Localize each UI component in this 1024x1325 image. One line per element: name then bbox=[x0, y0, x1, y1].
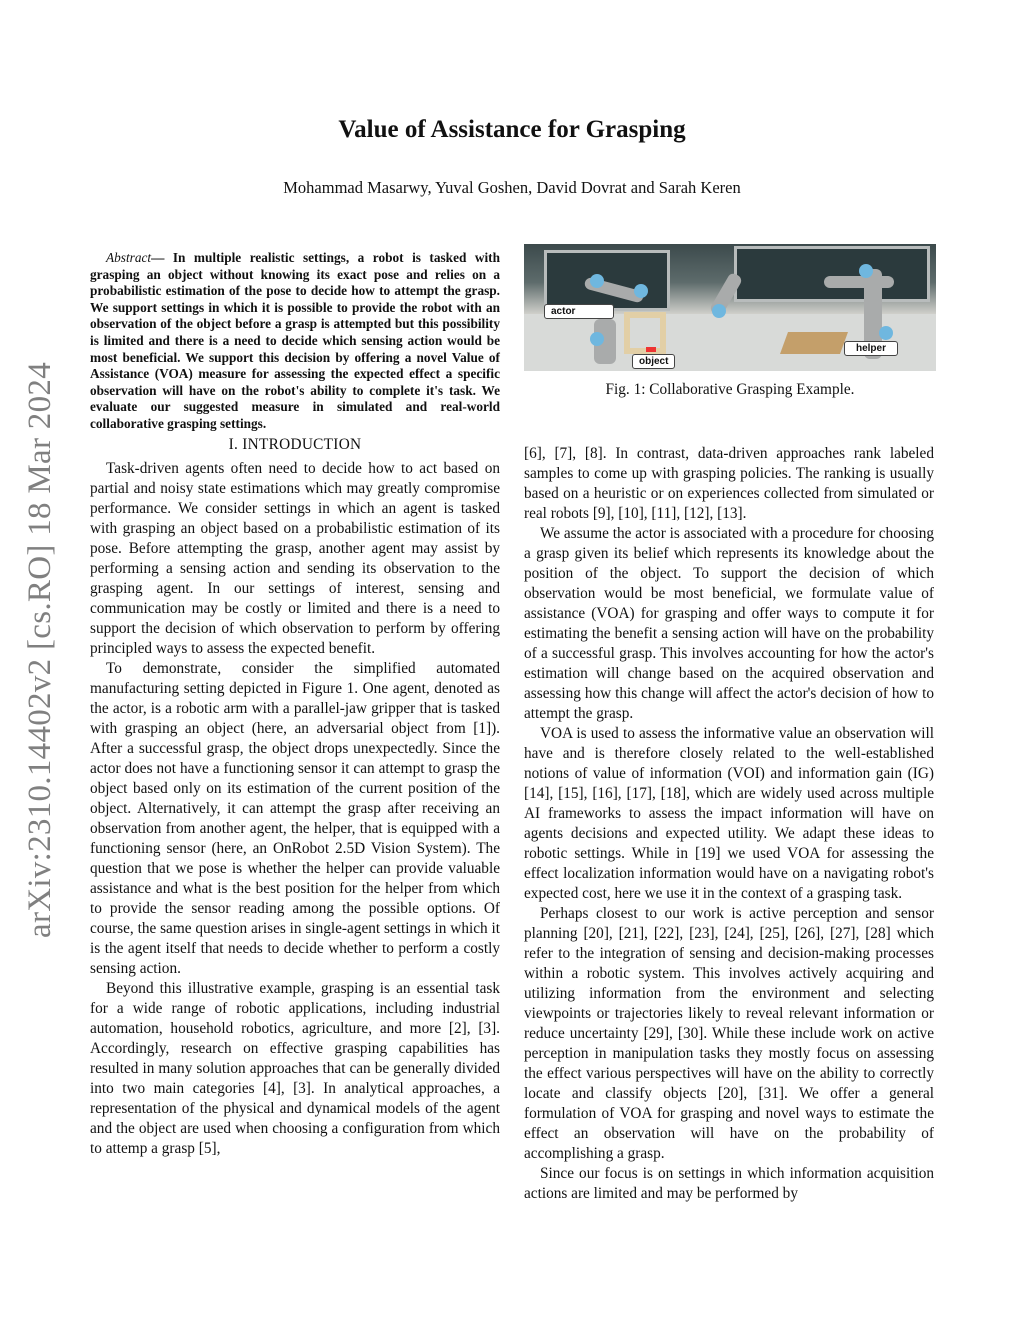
wooden-frame bbox=[624, 312, 666, 354]
joint bbox=[634, 284, 648, 298]
paragraph: [6], [7], [8]. In contrast, data-driven approaches rank labeled samples to come up with grasping policies. The ranking is usually based on a heuristic or on experiences collected from simulated or real robots [9], [10], [11], [12], [13]. bbox=[524, 445, 934, 522]
label-actor: actor bbox=[544, 304, 614, 319]
joint bbox=[590, 274, 604, 288]
paper-title: Value of Assistance for Grasping bbox=[338, 116, 686, 143]
paper-authors: Mohammad Masarwy, Yuval Goshen, David Dovrat and Sarah Keren bbox=[283, 178, 741, 197]
joint bbox=[712, 304, 726, 318]
section-heading-introduction: I. INTRODUCTION bbox=[228, 435, 362, 453]
cardboard-tray bbox=[780, 332, 848, 354]
abstract-text: — In multiple realistic settings, a robot is tasked with grasping an object without knowing its exact pose and relies on a probabilistic estimation of the pose to decide how to attempt the grasp. We support settings in which it is possible to provide the robot with an observation of the object before a grasp is attempted but this possibility is limited and there is a need to decide which sensing action would be most beneficial. We support this decision by offering a novel Value of Assistance (VOA) measure for assessing the expected effect a specific observation will have on the robot's ability to complete it's task. We evaluate our suggested measure in simulated and real-world collaborative grasping settings. bbox=[90, 250, 500, 431]
paragraph: Task-driven agents often need to decide how to act based on partial and noisy state estimations which may greatly compromise performance. We consider settings in which an agent is tasked with grasping an object based on a probabilistic estimation of its pose. Before attempting the grasp, another agent may assist by performing a sensing action and sending its observation to the grasping agent. In our settings of interest, sensing and communication may be costly or limited and there is a need to support the decision of which observation to perform by offering principled ways to assess the expected benefit. bbox=[90, 459, 500, 657]
arxiv-identifier: arXiv:2310.14402v2 [cs.RO] 18 Mar 2024 bbox=[22, 362, 58, 938]
joint bbox=[879, 326, 893, 340]
label-helper: helper bbox=[844, 341, 898, 356]
red-object bbox=[646, 347, 656, 352]
abstract-label: Abstract bbox=[106, 250, 152, 265]
right-column bbox=[524, 444, 934, 1204]
label-object: object bbox=[632, 354, 675, 369]
paragraph: VOA is used to assess the informative value an observation will have and is therefore closely related to the well-established notions of value of information (VOI) and information gain (IG) [14], [15], [16], [17], [18], which are widely used across multiple AI frameworks to assess the impact information will have on agents decisions and expected utility. We adapt these ideas to robotic settings. While in [19] we used VOA for assessing the effect localization information would have on a navigating robot's expected cost, here we use it in the context of a grasping task. bbox=[524, 725, 934, 902]
paragraph: Since our focus is on settings in which information acquisition actions are limited and may be performed by bbox=[524, 1165, 934, 1202]
joint bbox=[859, 264, 873, 278]
paragraph: To demonstrate, consider the simplified automated manufacturing setting depicted in Figure 1. One agent, denoted as the actor, is a robotic arm with a parallel-jaw gripper that is tasked with grasping an object (here, an adversarial object from [1]). After a successful grasp, the object drops unexpectedly. Since the actor does not have a functioning sensor it can attempt to grasp the object based only on its estimation of the current position of the object. Alternatively, it can attempt the grasp after receiving an observation from another agent, the helper, that is equipped with a functioning sensor (here, an OnRobot 2.5D Vision System). The question that we pose is whether the helper can provide valuable assistance and what is the best position for the helper from which to provide the sensor reading among the possible options. Of course, the same question arises in single-agent settings in which it is the agent itself that needs to decide whether to perform a costly sensing action. bbox=[90, 659, 500, 977]
paragraph: We assume the actor is associated with a procedure for choosing a grasp given its belief which represents its knowledge about the position of the object. To support the decision of which observation would be most beneficial, we formulate value of assistance (VOA) for grasping and offer ways to compute it for estimating the benefit a sensing action will have on the probability of a successful grasp. This involves accounting for how the actor's estimation will change based on the acquired observation and assessing how this change will affect the actor's decision of how to attempt the grasp. bbox=[524, 525, 934, 722]
abstract bbox=[90, 250, 500, 433]
figure-photo bbox=[524, 244, 936, 371]
paragraph: Perhaps closest to our work is active perception and sensor planning [20], [21], [22], [23], [24], [25], [26], [27], [28] which refer to the integration of sensing and decision-making processes within a robotic system. This involves actively acquiring and utilizing information from the environment and selecting viewpoints or trajectories likely to reveal relevant information or reduce uncertainty [29], [30]. While these include work on active perception in manipulation tasks they mostly focus on assessing the effect various perspectives will have on the ability to correctly locate and classify objects [20], [31]. We offer a general formulation of VOA for grasping and novel ways to estimate the effect an observation will have on the probability of accomplishing a grasp. bbox=[524, 905, 934, 1162]
figure-caption: Fig. 1: Collaborative Grasping Example. bbox=[605, 381, 855, 398]
paragraph: Beyond this illustrative example, grasping is an essential task for a wide range of robotic applications, including industrial automation, household robotics, agriculture, and more [2], [3]. Accordingly, research on effective grasping capabilities has resulted in many solution approaches that can be generally divided into two main categories [4], [3]. In analytical approaches, a representation of the physical and dynamical models of the agent and the object are used when choosing a configuration from which to attemp a grasp [5], bbox=[90, 979, 500, 1157]
window bbox=[734, 246, 930, 302]
window bbox=[544, 250, 670, 311]
joint bbox=[590, 332, 604, 346]
helper-arm bbox=[824, 276, 894, 288]
left-column bbox=[90, 250, 500, 1159]
